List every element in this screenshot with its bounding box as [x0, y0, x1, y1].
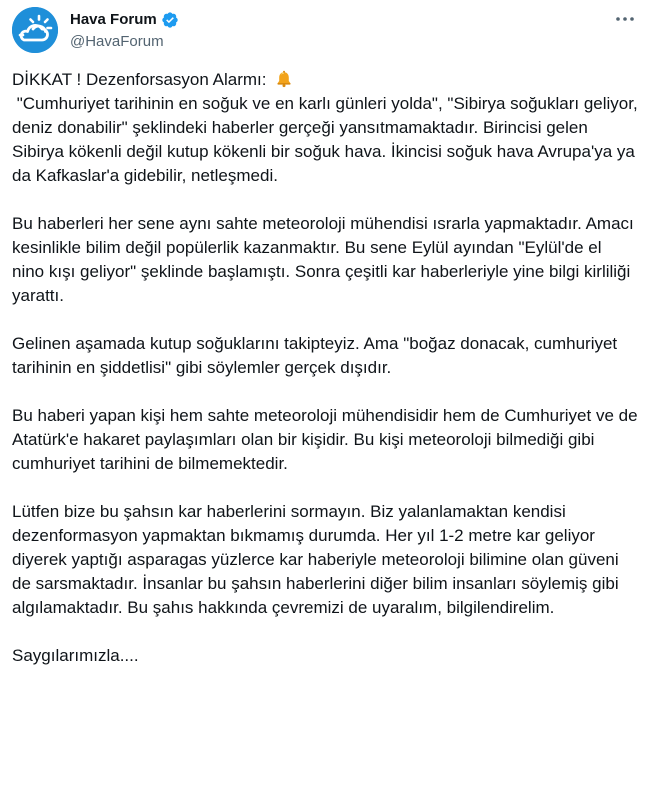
paragraph-gap — [12, 620, 638, 644]
account-handle[interactable]: @HavaForum — [70, 33, 164, 50]
display-name[interactable]: Hava Forum — [70, 11, 157, 28]
tweet-text — [12, 68, 643, 668]
tweet-paragraph-5: Lütfen bize bu şahsın kar haberlerini sormayın. Biz yalanlamaktan kendisi dezenformasyon yapmaktan bıkmamış durumda. Her yıl 1-2 metre kar geliyor diyerek yaptığı asparagas yüzlerce kar haberiyle meteoroloji bilimine olan güveni de sarsmaktadır. İnsanlar bu şahsın haberlerini diğer bilim insanları söylemiş gibi algılamaktadır. Bu şahıs hakkında çevremizi de uyaralım, bilgilendirelim. — [12, 502, 624, 617]
account-names — [70, 10, 179, 52]
tweet-paragraph-1: "Cumhuriyet tarihinin en soğuk ve en karlı günleri yolda", "Sibirya soğukları geliyor, deniz donabilir" şeklindeki haberler gerçeği yansıtmamaktadır. Birincisi gelen Sibirya kökenli değil kutup kökenli bir soğuk hava. İkincisi soğuk hava Avrupa'ya ya da Kafkaslar'a gidebilir, netleşmedi. — [12, 94, 643, 185]
tweet-paragraph-2: Bu haberleri her sene aynı sahte meteoroloji mühendisi ısrarla yapmaktadır. Amacı kesinlikle bilim değil popülerlik kazanmaktır. Bu sene Eylül ayından "Eylül'de el nino kışı geliyor" şeklinde başlamıştı. Sonra çeşitli kar haberleriyle yine bilgi kirliliği yarattı. — [12, 214, 639, 305]
paragraph-gap — [12, 380, 638, 404]
tweet-header — [12, 7, 638, 55]
tweet-title-line — [12, 68, 638, 92]
paragraph-gap — [12, 188, 638, 212]
paragraph-gap — [12, 476, 638, 500]
tweet-title-text: DİKKAT ! Dezenforsasyon Alarmı: — [12, 70, 272, 89]
bell-icon — [275, 70, 293, 88]
weather-sun-cloud-icon[interactable] — [12, 7, 58, 53]
verified-badge-icon — [161, 11, 179, 29]
tweet-paragraph-4: Bu haberi yapan kişi hem sahte meteoroloji mühendisidir hem de Cumhuriyet ve de Atatürk'e hakaret paylaşımları olan bir kişidir. Bu kişi meteoroloji bilmediği gibi cumhuriyet tarihini de bilmemektedir. — [12, 406, 642, 473]
more-options-icon[interactable] — [612, 9, 638, 29]
display-name-row — [70, 10, 179, 30]
tweet-closing: Saygılarımızla.... — [12, 646, 139, 665]
tweet-paragraph-3: Gelinen aşamada kutup soğuklarını takipteyiz. Ama "boğaz donacak, cumhuriyet tarihinin en şiddetlisi" gibi söylemler gerçek dışıdır. — [12, 334, 622, 377]
paragraph-gap — [12, 308, 638, 332]
